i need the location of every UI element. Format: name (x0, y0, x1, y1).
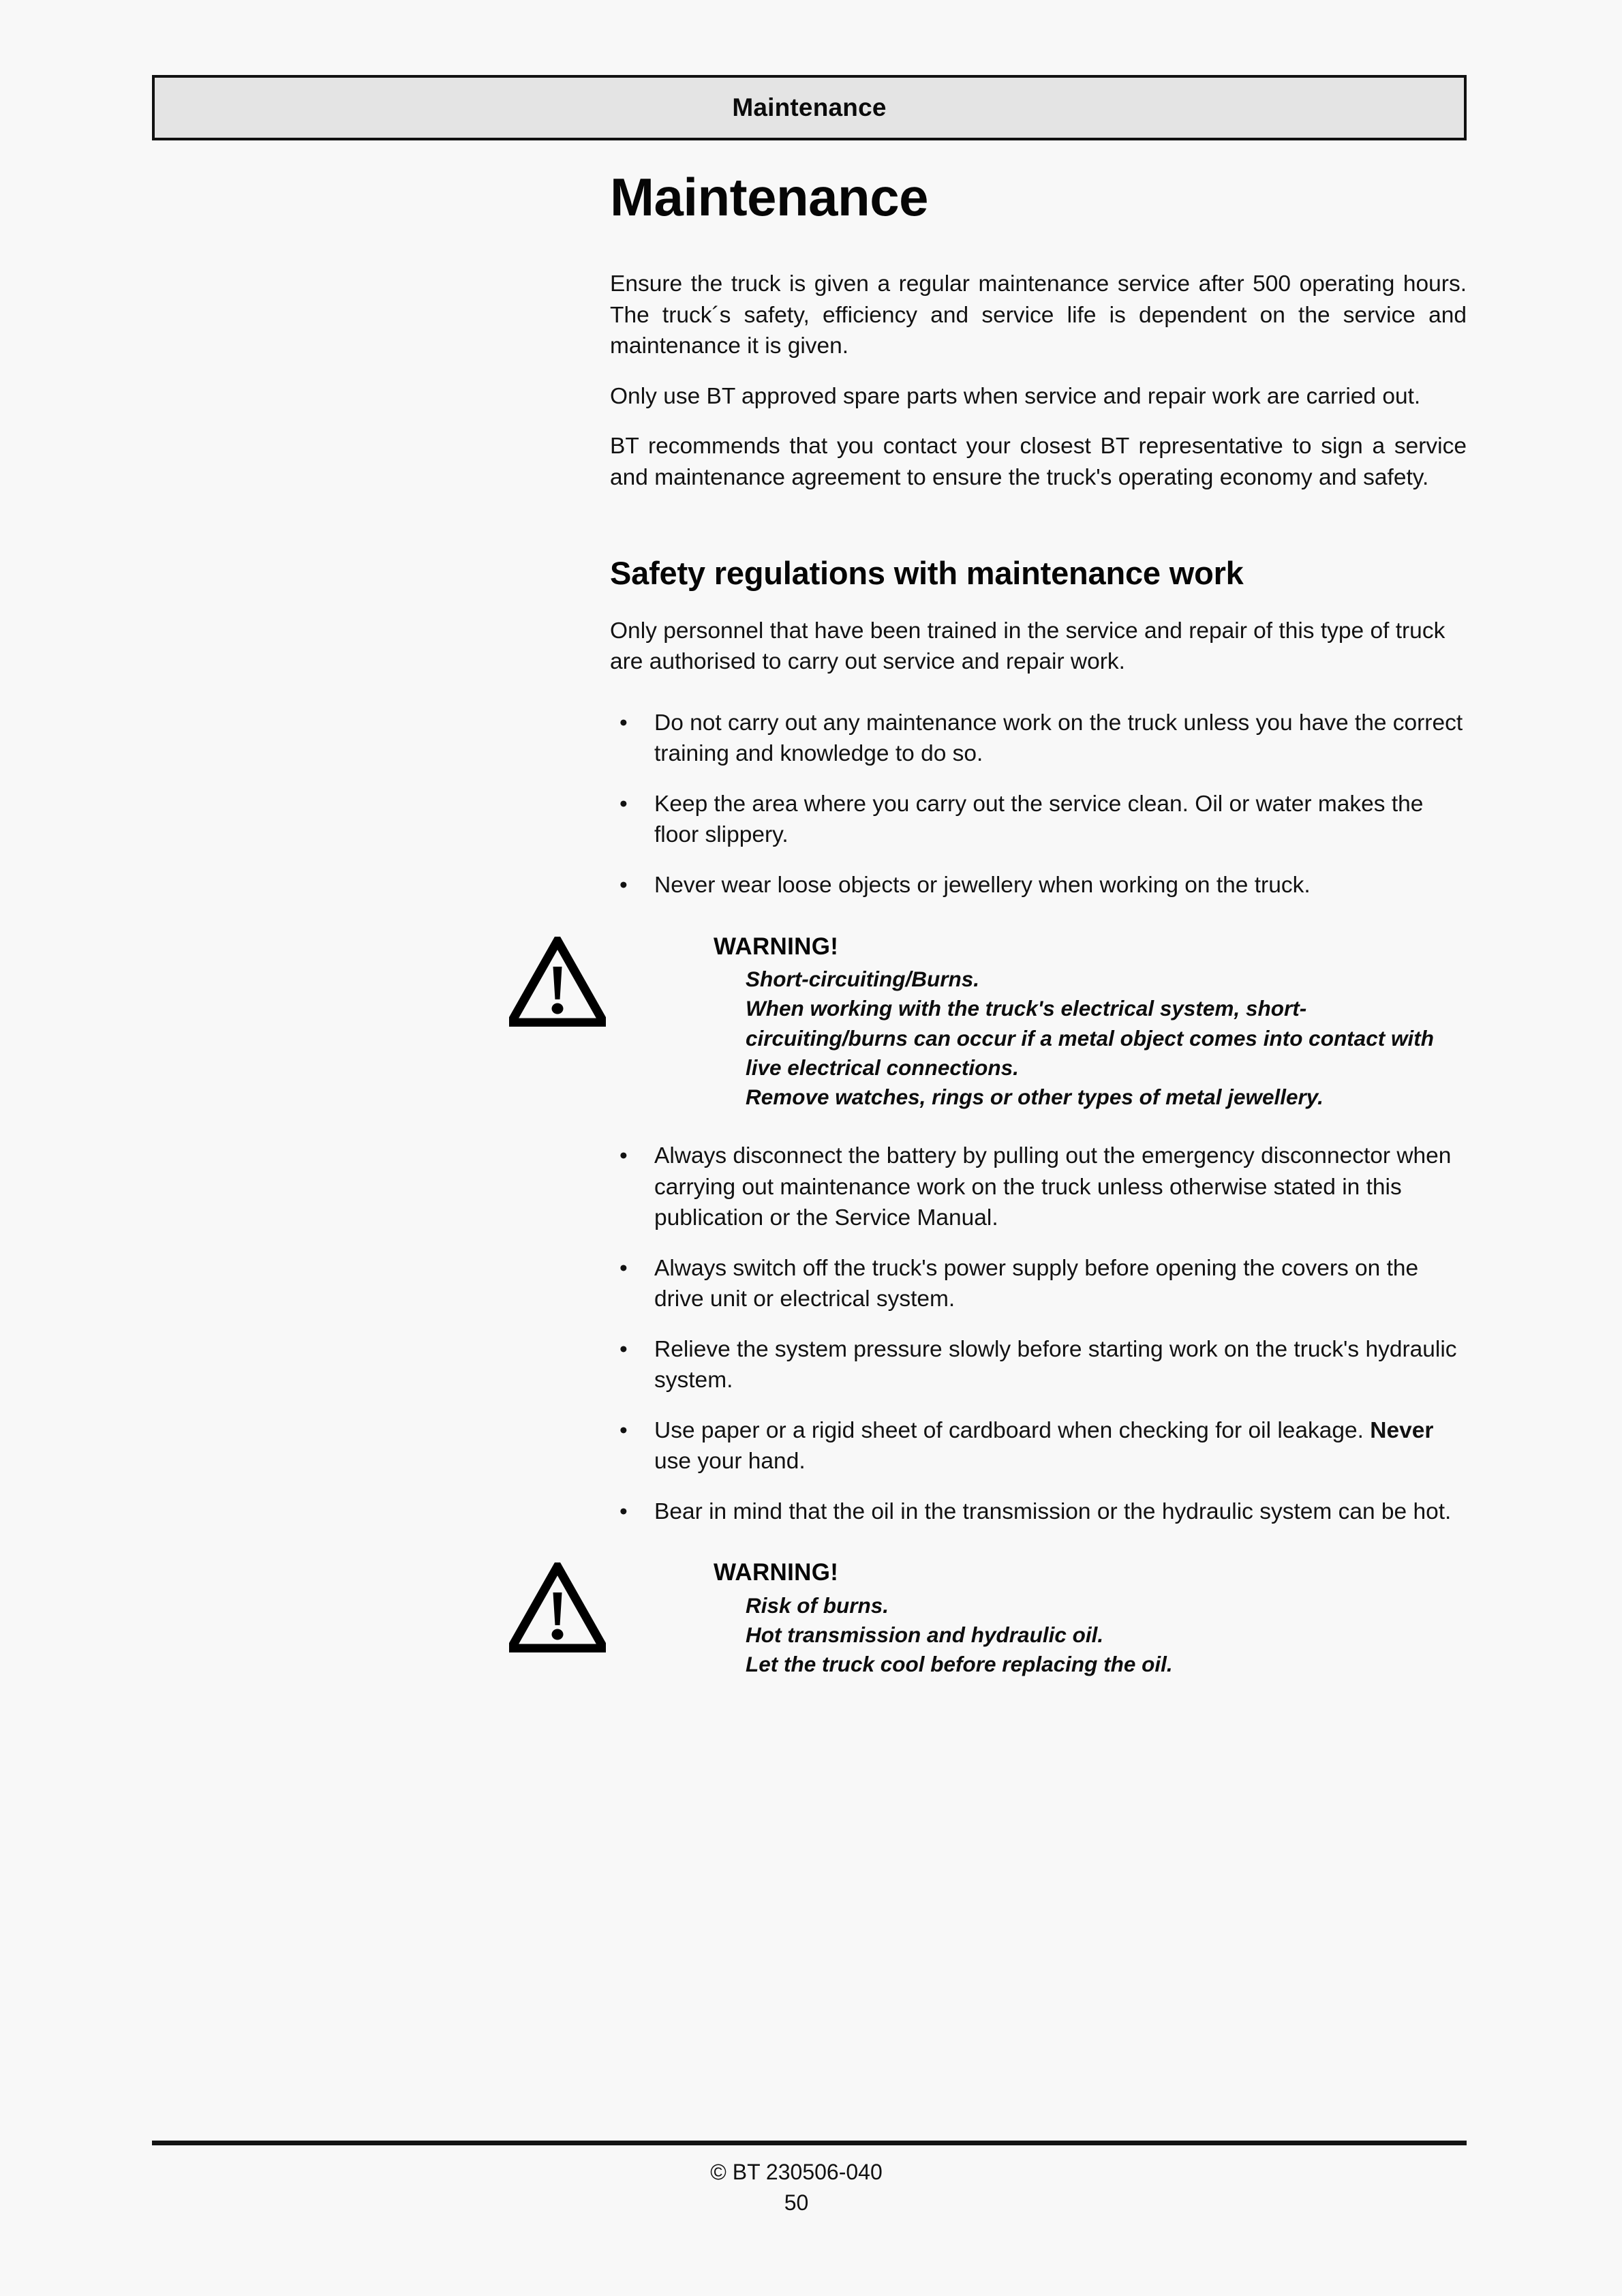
list-item (610, 1415, 1467, 1477)
list-item (610, 1496, 1467, 1528)
page-content (610, 167, 1467, 1708)
warning-lines (714, 1591, 1467, 1679)
warning-line: Risk of burns. (746, 1593, 889, 1618)
warning-triangle-icon (509, 937, 606, 1027)
bullet-icon: • (619, 1255, 628, 1281)
page-title: Maintenance (610, 167, 928, 227)
intro-paragraph-1: Ensure the truck is given a regular maintenance service after 500 operating hours. The truck´s safety, efficiency and service life is dependent on the service and maintenance it is given. (610, 271, 1467, 359)
list-item-text-emphasis: Never (1370, 1417, 1434, 1443)
list-item-text: Always switch off the truck's power supply before opening the covers on the drive unit or electrical system. (654, 1255, 1419, 1312)
list-item (610, 789, 1467, 851)
list-item-text: Never wear loose objects or jewellery when working on the truck. (654, 873, 1311, 898)
warning-line: Remove watches, rings or other types of metal jewellery. (746, 1084, 1323, 1109)
running-header-title: Maintenance (732, 93, 887, 121)
list-item-text-before: Use paper or a rigid sheet of cardboard when checking for oil leakage. (654, 1417, 1371, 1443)
running-header (152, 75, 1467, 140)
list-item-text: Relieve the system pressure slowly before starting work on the truck's hydraulic system. (654, 1336, 1457, 1393)
warning-triangle-icon (509, 1562, 606, 1652)
list-item-text: Always disconnect the battery by pulling out the emergency disconnector when carrying out maintenance work on the truck unless otherwise stated in this publication or the Service Manual. (654, 1143, 1452, 1231)
bullet-icon: • (619, 791, 628, 817)
safety-bullet-list-first (610, 708, 1467, 901)
warning-line: Let the truck cool before replacing the oil. (746, 1652, 1173, 1677)
warning-block-short-circuiting (610, 933, 1467, 1112)
intro-paragraph-3: BT recommends that you contact your closest BT representative to sign a service and maintenance agreement to ensure the truck's operating economy and safety. (610, 434, 1467, 490)
bullet-icon: • (619, 1498, 628, 1524)
bullet-icon: • (619, 1336, 628, 1362)
list-item-text: Keep the area where you carry out the service clean. Oil or water makes the floor slippery. (654, 791, 1424, 848)
page-footer (152, 2158, 1467, 2217)
footer-copyright: © BT 230506-040 (710, 2160, 883, 2184)
section-intro-paragraph: Only personnel that have been trained in the service and repair of this type of truck are authorised to carry out service and repair work. (610, 618, 1445, 675)
intro-paragraph-2: Only use BT approved spare parts when service and repair work are carried out. (610, 383, 1421, 409)
warning-title: WARNING! (714, 933, 839, 960)
section-heading-safety-regulations: Safety regulations with maintenance work (610, 555, 1244, 592)
warning-title: WARNING! (714, 1559, 839, 1586)
list-item (610, 870, 1467, 901)
warning-block-risk-of-burns (610, 1558, 1467, 1679)
warning-line: Short-circuiting/Burns. (746, 967, 980, 992)
warning-line: Hot transmission and hydraulic oil. (746, 1622, 1104, 1648)
bullet-icon: • (619, 710, 628, 736)
safety-bullet-list-second (610, 1141, 1467, 1527)
list-item (610, 1334, 1467, 1396)
warning-line: When working with the truck's electrical system, short-circuiting/burns can occur if a metal object comes into contact with live electrical connections. (746, 996, 1434, 1080)
list-item (610, 1253, 1467, 1315)
warning-lines (714, 965, 1467, 1112)
bullet-icon: • (619, 1417, 628, 1443)
section-spacer (610, 512, 1467, 554)
footer-divider (152, 2141, 1467, 2145)
bullet-icon: • (619, 873, 628, 898)
list-item-text: Do not carry out any maintenance work on the truck unless you have the correct training and knowledge to do so. (654, 710, 1463, 767)
bullet-icon: • (619, 1143, 628, 1168)
list-spacer-1 (610, 697, 1467, 708)
list-item-text-after: use your hand. (654, 1449, 806, 1475)
list-item-text: Bear in mind that the oil in the transmission or the hydraulic system can be hot. (654, 1498, 1452, 1524)
list-item (610, 1141, 1467, 1234)
list-item (610, 708, 1467, 770)
footer-page-number: 50 (784, 2190, 809, 2215)
